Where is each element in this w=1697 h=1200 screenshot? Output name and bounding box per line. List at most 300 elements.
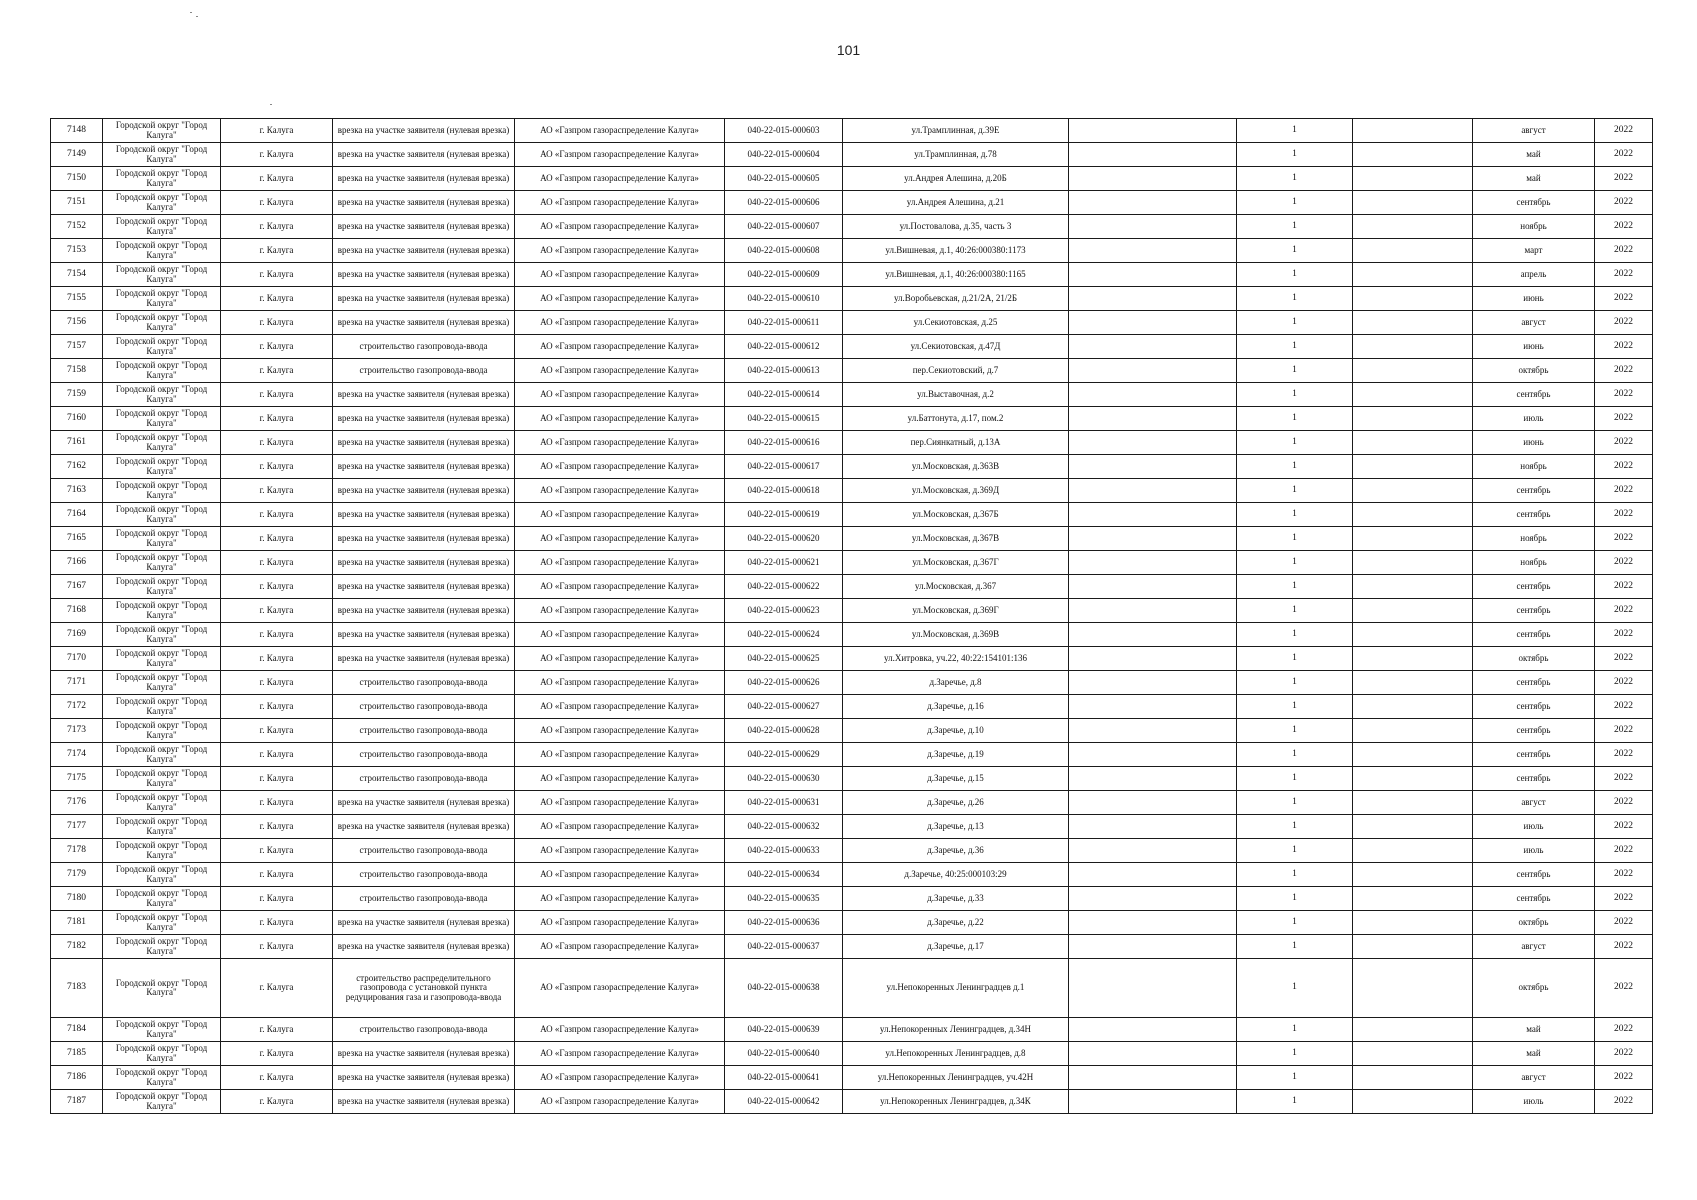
- application-code-cell: 040-22-015-000613: [725, 359, 843, 383]
- application-code-cell: 040-22-015-000635: [725, 887, 843, 911]
- year-cell: 2022: [1595, 767, 1653, 791]
- application-code-cell: 040-22-015-000636: [725, 911, 843, 935]
- work-type-cell: врезка на участке заявителя (нулевая врезка): [333, 647, 515, 671]
- work-type-cell: врезка на участке заявителя (нулевая врезка): [333, 503, 515, 527]
- application-code-cell: 040-22-015-000621: [725, 551, 843, 575]
- work-type-cell: врезка на участке заявителя (нулевая врезка): [333, 1042, 515, 1066]
- empty-cell: [1353, 671, 1473, 695]
- municipality-cell: Городской округ "Город Калуга": [103, 1018, 221, 1042]
- month-cell: май: [1473, 1042, 1595, 1066]
- year-cell: 2022: [1595, 863, 1653, 887]
- organization-cell: АО «Газпром газораспределение Калуга»: [515, 1018, 725, 1042]
- work-type-cell: врезка на участке заявителя (нулевая врезка): [333, 215, 515, 239]
- empty-cell: [1069, 191, 1237, 215]
- address-cell: ул.Московская, д.367Б: [843, 503, 1069, 527]
- locality-cell: г. Калуга: [221, 719, 333, 743]
- application-code-cell: 040-22-015-000628: [725, 719, 843, 743]
- address-cell: д.Заречье, д.8: [843, 671, 1069, 695]
- organization-cell: АО «Газпром газораспределение Калуга»: [515, 551, 725, 575]
- month-cell: июнь: [1473, 431, 1595, 455]
- table-row: [51, 287, 1653, 311]
- count-cell: 1: [1237, 959, 1353, 1018]
- locality-cell: г. Калуга: [221, 1018, 333, 1042]
- empty-cell: [1069, 719, 1237, 743]
- table-row: [51, 527, 1653, 551]
- month-cell: октябрь: [1473, 959, 1595, 1018]
- locality-cell: г. Калуга: [221, 479, 333, 503]
- address-cell: ул.Вишневая, д.1, 40:26:000380:1173: [843, 239, 1069, 263]
- empty-cell: [1069, 599, 1237, 623]
- organization-cell: АО «Газпром газораспределение Калуга»: [515, 287, 725, 311]
- application-code-cell: 040-22-015-000612: [725, 335, 843, 359]
- count-cell: 1: [1237, 791, 1353, 815]
- work-type-cell: строительство газопровода-ввода: [333, 719, 515, 743]
- work-type-cell: врезка на участке заявителя (нулевая врезка): [333, 167, 515, 191]
- application-code-cell: 040-22-015-000623: [725, 599, 843, 623]
- year-cell: 2022: [1595, 791, 1653, 815]
- organization-cell: АО «Газпром газораспределение Калуга»: [515, 911, 725, 935]
- organization-cell: АО «Газпром газораспределение Калуга»: [515, 815, 725, 839]
- empty-cell: [1353, 719, 1473, 743]
- work-type-cell: врезка на участке заявителя (нулевая врезка): [333, 599, 515, 623]
- organization-cell: АО «Газпром газораспределение Калуга»: [515, 311, 725, 335]
- empty-cell: [1353, 215, 1473, 239]
- month-cell: июль: [1473, 407, 1595, 431]
- empty-cell: [1069, 167, 1237, 191]
- year-cell: 2022: [1595, 575, 1653, 599]
- month-cell: июнь: [1473, 287, 1595, 311]
- table-row: [51, 623, 1653, 647]
- organization-cell: АО «Газпром газораспределение Калуга»: [515, 527, 725, 551]
- address-cell: ул.Воробьевская, д.21/2А, 21/2Б: [843, 287, 1069, 311]
- municipality-cell: Городской округ "Город Калуга": [103, 815, 221, 839]
- month-cell: сентябрь: [1473, 695, 1595, 719]
- municipality-cell: Городской округ "Город Калуга": [103, 167, 221, 191]
- empty-cell: [1069, 503, 1237, 527]
- work-type-cell: строительство распределительного газопровода с установкой пункта редуцирования газа и газопровода-ввода: [333, 959, 515, 1018]
- work-type-cell: строительство газопровода-ввода: [333, 839, 515, 863]
- application-code-cell: 040-22-015-000637: [725, 935, 843, 959]
- month-cell: сентябрь: [1473, 575, 1595, 599]
- year-cell: 2022: [1595, 1066, 1653, 1090]
- work-type-cell: врезка на участке заявителя (нулевая врезка): [333, 623, 515, 647]
- empty-cell: [1069, 263, 1237, 287]
- address-cell: ул.Трамплинная, д.78: [843, 143, 1069, 167]
- empty-cell: [1069, 239, 1237, 263]
- row-number-cell: 7175: [51, 767, 103, 791]
- organization-cell: АО «Газпром газораспределение Калуга»: [515, 647, 725, 671]
- locality-cell: г. Калуга: [221, 527, 333, 551]
- month-cell: ноябрь: [1473, 215, 1595, 239]
- municipality-cell: Городской округ "Город Калуга": [103, 383, 221, 407]
- application-code-cell: 040-22-015-000629: [725, 743, 843, 767]
- year-cell: 2022: [1595, 551, 1653, 575]
- address-cell: ул.Московская, д.367В: [843, 527, 1069, 551]
- work-type-cell: врезка на участке заявителя (нулевая врезка): [333, 1066, 515, 1090]
- municipality-cell: Городской округ "Город Калуга": [103, 335, 221, 359]
- address-cell: ул.Московская, д.369Г: [843, 599, 1069, 623]
- application-code-cell: 040-22-015-000642: [725, 1090, 843, 1114]
- year-cell: 2022: [1595, 239, 1653, 263]
- empty-cell: [1353, 167, 1473, 191]
- organization-cell: АО «Газпром газораспределение Калуга»: [515, 839, 725, 863]
- count-cell: 1: [1237, 503, 1353, 527]
- count-cell: 1: [1237, 599, 1353, 623]
- count-cell: 1: [1237, 1018, 1353, 1042]
- address-cell: д.Заречье, д.16: [843, 695, 1069, 719]
- empty-cell: [1353, 575, 1473, 599]
- table-row: [51, 911, 1653, 935]
- count-cell: 1: [1237, 383, 1353, 407]
- municipality-cell: Городской округ "Город Калуга": [103, 431, 221, 455]
- year-cell: 2022: [1595, 191, 1653, 215]
- month-cell: сентябрь: [1473, 719, 1595, 743]
- empty-cell: [1353, 527, 1473, 551]
- month-cell: ноябрь: [1473, 455, 1595, 479]
- organization-cell: АО «Газпром газораспределение Калуга»: [515, 143, 725, 167]
- table-row: [51, 263, 1653, 287]
- address-cell: д.Заречье, д.17: [843, 935, 1069, 959]
- municipality-cell: Городской округ "Город Калуга": [103, 935, 221, 959]
- empty-cell: [1069, 1018, 1237, 1042]
- count-cell: 1: [1237, 863, 1353, 887]
- address-cell: пер.Сиянкатный, д.13А: [843, 431, 1069, 455]
- empty-cell: [1353, 335, 1473, 359]
- municipality-cell: Городской округ "Город Калуга": [103, 791, 221, 815]
- organization-cell: АО «Газпром газораспределение Калуга»: [515, 767, 725, 791]
- municipality-cell: Городской округ "Город Калуга": [103, 503, 221, 527]
- table-row: [51, 479, 1653, 503]
- count-cell: 1: [1237, 911, 1353, 935]
- application-code-cell: 040-22-015-000624: [725, 623, 843, 647]
- organization-cell: АО «Газпром газораспределение Калуга»: [515, 719, 725, 743]
- empty-cell: [1069, 1042, 1237, 1066]
- row-number-cell: 7170: [51, 647, 103, 671]
- address-cell: д.Заречье, д.13: [843, 815, 1069, 839]
- month-cell: май: [1473, 167, 1595, 191]
- empty-cell: [1069, 1090, 1237, 1114]
- table-row: [51, 1018, 1653, 1042]
- table-row: [51, 167, 1653, 191]
- table-row: [51, 695, 1653, 719]
- empty-cell: [1353, 911, 1473, 935]
- application-code-cell: 040-22-015-000607: [725, 215, 843, 239]
- count-cell: 1: [1237, 455, 1353, 479]
- locality-cell: г. Калуга: [221, 407, 333, 431]
- empty-cell: [1353, 599, 1473, 623]
- count-cell: 1: [1237, 767, 1353, 791]
- application-code-cell: 040-22-015-000604: [725, 143, 843, 167]
- locality-cell: г. Калуга: [221, 287, 333, 311]
- year-cell: 2022: [1595, 1042, 1653, 1066]
- table-row: [51, 119, 1653, 143]
- row-number-cell: 7173: [51, 719, 103, 743]
- empty-cell: [1353, 263, 1473, 287]
- locality-cell: г. Калуга: [221, 191, 333, 215]
- empty-cell: [1353, 839, 1473, 863]
- count-cell: 1: [1237, 1090, 1353, 1114]
- table-row: [51, 239, 1653, 263]
- locality-cell: г. Калуга: [221, 647, 333, 671]
- row-number-cell: 7174: [51, 743, 103, 767]
- count-cell: 1: [1237, 1066, 1353, 1090]
- address-cell: д.Заречье, д.26: [843, 791, 1069, 815]
- municipality-cell: Городской округ "Город Калуга": [103, 647, 221, 671]
- row-number-cell: 7178: [51, 839, 103, 863]
- year-cell: 2022: [1595, 671, 1653, 695]
- month-cell: март: [1473, 239, 1595, 263]
- month-cell: июнь: [1473, 335, 1595, 359]
- row-number-cell: 7157: [51, 335, 103, 359]
- month-cell: сентябрь: [1473, 479, 1595, 503]
- table-row: [51, 335, 1653, 359]
- table-row: [51, 503, 1653, 527]
- month-cell: август: [1473, 1066, 1595, 1090]
- count-cell: 1: [1237, 647, 1353, 671]
- year-cell: 2022: [1595, 695, 1653, 719]
- table-row: [51, 575, 1653, 599]
- year-cell: 2022: [1595, 887, 1653, 911]
- municipality-cell: Городской округ "Город Калуга": [103, 959, 221, 1018]
- month-cell: август: [1473, 791, 1595, 815]
- application-code-cell: 040-22-015-000622: [725, 575, 843, 599]
- empty-cell: [1353, 647, 1473, 671]
- work-type-cell: строительство газопровода-ввода: [333, 359, 515, 383]
- empty-cell: [1353, 1090, 1473, 1114]
- empty-cell: [1069, 383, 1237, 407]
- row-number-cell: 7168: [51, 599, 103, 623]
- locality-cell: г. Калуга: [221, 863, 333, 887]
- application-code-cell: 040-22-015-000609: [725, 263, 843, 287]
- application-code-cell: 040-22-015-000620: [725, 527, 843, 551]
- organization-cell: АО «Газпром газораспределение Калуга»: [515, 119, 725, 143]
- row-number-cell: 7181: [51, 911, 103, 935]
- row-number-cell: 7154: [51, 263, 103, 287]
- application-code-cell: 040-22-015-000634: [725, 863, 843, 887]
- empty-cell: [1353, 1042, 1473, 1066]
- empty-cell: [1069, 479, 1237, 503]
- table-row: [51, 887, 1653, 911]
- address-cell: ул.Непокоренных Ленинградцев, уч.42Н: [843, 1066, 1069, 1090]
- empty-cell: [1069, 911, 1237, 935]
- locality-cell: г. Калуга: [221, 119, 333, 143]
- locality-cell: г. Калуга: [221, 911, 333, 935]
- table-row: [51, 647, 1653, 671]
- month-cell: сентябрь: [1473, 383, 1595, 407]
- empty-cell: [1353, 791, 1473, 815]
- address-cell: д.Заречье, 40:25:000103:29: [843, 863, 1069, 887]
- address-cell: ул.Секиотовская, д.47Д: [843, 335, 1069, 359]
- count-cell: 1: [1237, 191, 1353, 215]
- address-cell: д.Заречье, д.22: [843, 911, 1069, 935]
- municipality-cell: Городской округ "Город Калуга": [103, 839, 221, 863]
- empty-cell: [1069, 527, 1237, 551]
- empty-cell: [1353, 887, 1473, 911]
- row-number-cell: 7186: [51, 1066, 103, 1090]
- table-row: [51, 215, 1653, 239]
- municipality-cell: Городской округ "Город Калуга": [103, 215, 221, 239]
- month-cell: сентябрь: [1473, 599, 1595, 623]
- month-cell: сентябрь: [1473, 887, 1595, 911]
- address-cell: д.Заречье, д.36: [843, 839, 1069, 863]
- organization-cell: АО «Газпром газораспределение Калуга»: [515, 1090, 725, 1114]
- month-cell: август: [1473, 935, 1595, 959]
- municipality-cell: Городской округ "Город Калуга": [103, 191, 221, 215]
- empty-cell: [1353, 1018, 1473, 1042]
- application-code-cell: 040-22-015-000614: [725, 383, 843, 407]
- address-cell: ул.Московская, д.367: [843, 575, 1069, 599]
- table-row: [51, 1090, 1653, 1114]
- month-cell: апрель: [1473, 263, 1595, 287]
- empty-cell: [1353, 239, 1473, 263]
- table-row: [51, 863, 1653, 887]
- municipality-cell: Городской округ "Город Калуга": [103, 479, 221, 503]
- address-cell: д.Заречье, д.15: [843, 767, 1069, 791]
- empty-cell: [1069, 455, 1237, 479]
- empty-cell: [1353, 383, 1473, 407]
- count-cell: 1: [1237, 527, 1353, 551]
- empty-cell: [1353, 287, 1473, 311]
- row-number-cell: 7163: [51, 479, 103, 503]
- empty-cell: [1353, 551, 1473, 575]
- empty-cell: [1069, 287, 1237, 311]
- row-number-cell: 7179: [51, 863, 103, 887]
- work-type-cell: врезка на участке заявителя (нулевая врезка): [333, 455, 515, 479]
- municipality-cell: Городской округ "Город Калуга": [103, 743, 221, 767]
- year-cell: 2022: [1595, 935, 1653, 959]
- address-cell: д.Заречье, д.19: [843, 743, 1069, 767]
- work-type-cell: врезка на участке заявителя (нулевая врезка): [333, 407, 515, 431]
- address-cell: д.Заречье, д.33: [843, 887, 1069, 911]
- empty-cell: [1069, 743, 1237, 767]
- row-number-cell: 7171: [51, 671, 103, 695]
- locality-cell: г. Калуга: [221, 887, 333, 911]
- count-cell: 1: [1237, 815, 1353, 839]
- count-cell: 1: [1237, 623, 1353, 647]
- application-code-cell: 040-22-015-000608: [725, 239, 843, 263]
- row-number-cell: 7151: [51, 191, 103, 215]
- locality-cell: г. Калуга: [221, 959, 333, 1018]
- municipality-cell: Городской округ "Город Калуга": [103, 287, 221, 311]
- year-cell: 2022: [1595, 407, 1653, 431]
- work-type-cell: врезка на участке заявителя (нулевая врезка): [333, 1090, 515, 1114]
- work-type-cell: врезка на участке заявителя (нулевая врезка): [333, 527, 515, 551]
- empty-cell: [1353, 479, 1473, 503]
- address-cell: ул.Секиотовская, д.25: [843, 311, 1069, 335]
- month-cell: октябрь: [1473, 911, 1595, 935]
- count-cell: 1: [1237, 695, 1353, 719]
- table-row: [51, 359, 1653, 383]
- year-cell: 2022: [1595, 311, 1653, 335]
- count-cell: 1: [1237, 215, 1353, 239]
- month-cell: июль: [1473, 815, 1595, 839]
- table-row: [51, 431, 1653, 455]
- count-cell: 1: [1237, 575, 1353, 599]
- organization-cell: АО «Газпром газораспределение Калуга»: [515, 935, 725, 959]
- row-number-cell: 7153: [51, 239, 103, 263]
- organization-cell: АО «Газпром газораспределение Калуга»: [515, 191, 725, 215]
- count-cell: 1: [1237, 839, 1353, 863]
- locality-cell: г. Калуга: [221, 383, 333, 407]
- empty-cell: [1069, 311, 1237, 335]
- row-number-cell: 7158: [51, 359, 103, 383]
- table-row: [51, 407, 1653, 431]
- registry-table: [50, 118, 1653, 1114]
- application-code-cell: 040-22-015-000641: [725, 1066, 843, 1090]
- locality-cell: г. Калуга: [221, 215, 333, 239]
- locality-cell: г. Калуга: [221, 143, 333, 167]
- table-row: [51, 455, 1653, 479]
- organization-cell: АО «Газпром газораспределение Калуга»: [515, 863, 725, 887]
- empty-cell: [1069, 359, 1237, 383]
- year-cell: 2022: [1595, 599, 1653, 623]
- work-type-cell: врезка на участке заявителя (нулевая врезка): [333, 479, 515, 503]
- empty-cell: [1069, 839, 1237, 863]
- organization-cell: АО «Газпром газораспределение Калуга»: [515, 887, 725, 911]
- address-cell: ул.Непокоренных Ленинградцев, д.34Н: [843, 1018, 1069, 1042]
- count-cell: 1: [1237, 359, 1353, 383]
- empty-cell: [1069, 695, 1237, 719]
- empty-cell: [1069, 575, 1237, 599]
- table-row: [51, 311, 1653, 335]
- application-code-cell: 040-22-015-000627: [725, 695, 843, 719]
- month-cell: октябрь: [1473, 359, 1595, 383]
- page-number: 101: [836, 42, 861, 58]
- application-code-cell: 040-22-015-000638: [725, 959, 843, 1018]
- address-cell: ул.Выставочная, д.2: [843, 383, 1069, 407]
- year-cell: 2022: [1595, 623, 1653, 647]
- work-type-cell: врезка на участке заявителя (нулевая врезка): [333, 119, 515, 143]
- work-type-cell: врезка на участке заявителя (нулевая врезка): [333, 575, 515, 599]
- municipality-cell: Городской округ "Город Калуга": [103, 1090, 221, 1114]
- work-type-cell: врезка на участке заявителя (нулевая врезка): [333, 143, 515, 167]
- year-cell: 2022: [1595, 839, 1653, 863]
- application-code-cell: 040-22-015-000603: [725, 119, 843, 143]
- work-type-cell: врезка на участке заявителя (нулевая врезка): [333, 911, 515, 935]
- row-number-cell: 7150: [51, 167, 103, 191]
- organization-cell: АО «Газпром газораспределение Калуга»: [515, 575, 725, 599]
- row-number-cell: 7155: [51, 287, 103, 311]
- organization-cell: АО «Газпром газораспределение Калуга»: [515, 407, 725, 431]
- work-type-cell: врезка на участке заявителя (нулевая врезка): [333, 287, 515, 311]
- locality-cell: г. Калуга: [221, 791, 333, 815]
- month-cell: ноябрь: [1473, 527, 1595, 551]
- work-type-cell: строительство газопровода-ввода: [333, 335, 515, 359]
- month-cell: сентябрь: [1473, 503, 1595, 527]
- locality-cell: г. Калуга: [221, 359, 333, 383]
- empty-cell: [1069, 407, 1237, 431]
- empty-cell: [1069, 335, 1237, 359]
- registry-body: [51, 119, 1653, 1114]
- month-cell: сентябрь: [1473, 671, 1595, 695]
- work-type-cell: врезка на участке заявителя (нулевая врезка): [333, 431, 515, 455]
- address-cell: ул.Трамплинная, д.39Е: [843, 119, 1069, 143]
- municipality-cell: Городской округ "Город Калуга": [103, 911, 221, 935]
- year-cell: 2022: [1595, 431, 1653, 455]
- year-cell: 2022: [1595, 383, 1653, 407]
- organization-cell: АО «Газпром газораспределение Калуга»: [515, 455, 725, 479]
- empty-cell: [1069, 1066, 1237, 1090]
- year-cell: 2022: [1595, 959, 1653, 1018]
- municipality-cell: Городской округ "Город Калуга": [103, 1042, 221, 1066]
- address-cell: ул.Хитровка, уч.22, 40:22:154101:136: [843, 647, 1069, 671]
- organization-cell: АО «Газпром газораспределение Калуга»: [515, 599, 725, 623]
- row-number-cell: 7162: [51, 455, 103, 479]
- table-row: [51, 935, 1653, 959]
- row-number-cell: 7180: [51, 887, 103, 911]
- locality-cell: г. Калуга: [221, 1090, 333, 1114]
- table-row: [51, 599, 1653, 623]
